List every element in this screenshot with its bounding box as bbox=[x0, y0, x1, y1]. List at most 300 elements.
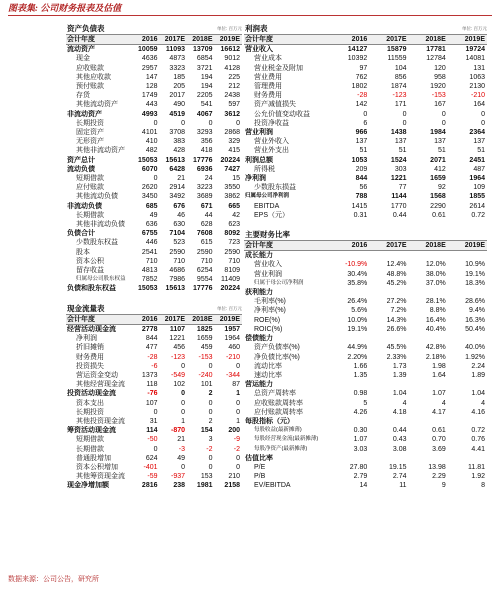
cell-value: 4.17 bbox=[432, 408, 446, 416]
cell-value: 676 bbox=[173, 202, 185, 210]
cell-value: 27.2% bbox=[386, 298, 407, 306]
cell-value: 0 bbox=[208, 362, 213, 370]
cell-value: 2.79 bbox=[353, 473, 368, 481]
row-label: 股本 bbox=[76, 248, 90, 256]
cell-value: 490 bbox=[173, 101, 185, 109]
row-label: 资产负债率(%) bbox=[254, 344, 300, 352]
cell-value: 0.44 bbox=[392, 427, 407, 435]
cell-value: 1415 bbox=[351, 202, 368, 210]
cell-value: 1.92 bbox=[471, 473, 485, 481]
row-label: 估值比率 bbox=[245, 454, 273, 462]
cell-value bbox=[409, 334, 448, 343]
cell-value: 1524 bbox=[390, 156, 407, 164]
cell-value: 412 bbox=[434, 165, 446, 173]
cell-value: 20224 bbox=[220, 156, 240, 164]
cell-value: -210 bbox=[225, 353, 240, 361]
cell-value: 153 bbox=[200, 473, 213, 481]
cell-value: 50.4% bbox=[465, 325, 485, 333]
cell-value: 128 bbox=[145, 83, 158, 91]
cell-value: 7104 bbox=[169, 230, 185, 238]
cell-value: 200 bbox=[228, 427, 240, 435]
row-label: 应付账款 bbox=[76, 184, 104, 192]
cell-value: 428 bbox=[173, 147, 185, 155]
table-row bbox=[244, 481, 487, 490]
cell-value: 6 bbox=[363, 119, 368, 127]
row-label: 归属母公司股东权益 bbox=[76, 276, 126, 283]
table-row bbox=[244, 316, 487, 325]
cell-value: 28.6% bbox=[465, 298, 485, 306]
row-label: EPS（元） bbox=[254, 211, 290, 219]
cell-value: 14 bbox=[359, 482, 368, 490]
cell-value: 1144 bbox=[391, 193, 407, 201]
column-header-row bbox=[244, 241, 487, 251]
cell-value bbox=[369, 417, 408, 426]
cell-value: -2 bbox=[206, 445, 213, 453]
cell-value: 630 bbox=[173, 221, 185, 229]
cell-value: 0 bbox=[236, 454, 240, 462]
cell-value: 710 bbox=[173, 257, 185, 265]
year-header: 2019E bbox=[448, 241, 487, 251]
cell-value: 0 bbox=[181, 362, 185, 370]
cell-value: 2.29 bbox=[432, 473, 446, 481]
cell-value: 4128 bbox=[224, 64, 240, 72]
table-row bbox=[244, 270, 487, 279]
cell-value: 1 bbox=[181, 417, 185, 425]
cell-value: 0 bbox=[181, 408, 185, 416]
cell-value: 2158 bbox=[224, 482, 240, 490]
cell-value: 0 bbox=[236, 362, 240, 370]
cell-value: 443 bbox=[145, 101, 158, 109]
year-header: 2019E bbox=[215, 314, 243, 324]
section-title-row bbox=[66, 304, 242, 315]
row-label: 投资活动现金流 bbox=[67, 390, 116, 398]
table-row bbox=[66, 266, 242, 275]
cell-value: 15053 bbox=[138, 156, 158, 164]
cell-value: 2590 bbox=[224, 248, 240, 256]
cell-value: 5 bbox=[363, 399, 368, 407]
row-label: P/E bbox=[254, 463, 266, 471]
row-label: 其他流动资产 bbox=[76, 101, 118, 109]
cell-value: 4993 bbox=[141, 110, 158, 118]
cell-value: 137 bbox=[394, 138, 407, 146]
cell-value: 2868 bbox=[224, 129, 240, 137]
cell-value: 0.76 bbox=[471, 436, 485, 444]
year-header: 2018E bbox=[409, 35, 448, 45]
cell-value bbox=[409, 251, 448, 261]
cell-value: 2 bbox=[208, 417, 213, 425]
year-header: 2016 bbox=[330, 35, 369, 45]
section-title-row bbox=[244, 24, 487, 35]
cell-value: 1.98 bbox=[432, 362, 446, 370]
cell-value: 3223 bbox=[196, 184, 213, 192]
cell-value: 21 bbox=[177, 175, 185, 183]
cell-value: 45.2% bbox=[386, 279, 407, 287]
cell-value: 4813 bbox=[141, 267, 158, 275]
cell-value: 2290 bbox=[430, 202, 446, 210]
cell-value: -3 bbox=[178, 445, 185, 453]
row-label: 资产总计 bbox=[67, 156, 95, 164]
cell-value bbox=[448, 380, 487, 389]
row-label: 营业利润 bbox=[254, 270, 282, 278]
table-row bbox=[66, 137, 242, 146]
row-label: 营运能力 bbox=[245, 381, 273, 389]
cell-value: -937 bbox=[170, 473, 185, 481]
cell-value: 10392 bbox=[347, 55, 368, 63]
cell-value bbox=[409, 417, 448, 426]
cell-value: 2017 bbox=[169, 92, 185, 100]
cell-value: 628 bbox=[200, 221, 213, 229]
cell-value: 623 bbox=[228, 221, 240, 229]
cell-value bbox=[448, 454, 487, 463]
unit-label: 单位: 百万元 bbox=[216, 305, 242, 311]
cell-value: 0 bbox=[208, 119, 213, 127]
row-label: 普通股增加 bbox=[76, 454, 111, 462]
cell-value: 2451 bbox=[469, 156, 485, 164]
row-label: 其他流动负债 bbox=[76, 193, 118, 201]
cell-value: 0.70 bbox=[432, 436, 446, 444]
table-row bbox=[66, 45, 242, 55]
cell-value: -28 bbox=[357, 92, 368, 100]
cell-value: 2071 bbox=[430, 156, 446, 164]
year-header: 2017E bbox=[369, 35, 408, 45]
cell-value: 49 bbox=[149, 211, 158, 219]
table-row bbox=[66, 183, 242, 192]
cell-value: 7427 bbox=[224, 165, 240, 173]
cell-value: 0 bbox=[236, 119, 240, 127]
table-row bbox=[244, 110, 487, 119]
cell-value: 636 bbox=[145, 221, 158, 229]
cell-value: 1874 bbox=[390, 83, 407, 91]
cell-value: 2438 bbox=[224, 92, 240, 100]
cell-value: 4 bbox=[402, 399, 407, 407]
cell-value: 2778 bbox=[141, 325, 158, 333]
cell-value: 4636 bbox=[141, 55, 158, 63]
table-row bbox=[66, 64, 242, 73]
cell-value: 15053 bbox=[138, 285, 158, 293]
cell-value: 3293 bbox=[196, 129, 213, 137]
cell-value bbox=[369, 454, 408, 463]
cell-value: 1.07 bbox=[432, 390, 446, 398]
table-row bbox=[244, 380, 487, 389]
right-column bbox=[244, 24, 487, 491]
cell-value: 0 bbox=[236, 408, 240, 416]
cell-value: 788 bbox=[355, 193, 368, 201]
cell-value: 48.8% bbox=[386, 270, 407, 278]
row-label: 筹资活动现金流 bbox=[67, 427, 116, 435]
cell-value: 762 bbox=[355, 73, 368, 81]
cell-value bbox=[369, 288, 408, 297]
cell-value bbox=[409, 288, 448, 297]
table-row bbox=[66, 324, 242, 334]
table-row bbox=[244, 306, 487, 315]
cell-value: 209 bbox=[355, 165, 368, 173]
cell-value: 6428 bbox=[169, 165, 185, 173]
cell-value: 966 bbox=[355, 129, 368, 137]
cell-value: 356 bbox=[200, 138, 213, 146]
report-header: 图表集: 公司财务报表及估值 bbox=[8, 2, 492, 16]
cell-value: 12.4% bbox=[386, 261, 407, 269]
cell-value: 19.1% bbox=[347, 325, 368, 333]
row-label: 财务费用 bbox=[254, 92, 282, 100]
table-row bbox=[66, 435, 242, 444]
cell-value: 19.1% bbox=[465, 270, 485, 278]
cell-value: 101 bbox=[200, 381, 213, 389]
cell-value: 4 bbox=[481, 399, 485, 407]
row-label: 应收账款 bbox=[76, 64, 104, 72]
row-label: 流动资产 bbox=[67, 46, 95, 54]
cell-value: 3323 bbox=[169, 64, 185, 72]
cell-value: -344 bbox=[225, 371, 240, 379]
cell-value: 844 bbox=[355, 175, 368, 183]
cell-value: 142 bbox=[355, 101, 368, 109]
row-label: 营业成本 bbox=[254, 55, 282, 63]
row-label: 管理费用 bbox=[254, 83, 282, 91]
cell-value: 4101 bbox=[141, 129, 158, 137]
table-row bbox=[244, 100, 487, 109]
cell-value: 2.24 bbox=[471, 362, 485, 370]
cell-value: 212 bbox=[228, 83, 240, 91]
table-row bbox=[244, 192, 487, 201]
cell-value: 238 bbox=[173, 482, 185, 490]
cell-value: 2914 bbox=[169, 184, 185, 192]
table-row bbox=[66, 399, 242, 408]
cell-value: 1107 bbox=[169, 325, 185, 333]
cell-value: 487 bbox=[473, 165, 485, 173]
cell-value: 21 bbox=[177, 436, 185, 444]
row-label: 获利能力 bbox=[245, 289, 273, 297]
cell-value: 3492 bbox=[169, 193, 185, 201]
row-label: 留存收益 bbox=[76, 267, 104, 275]
cell-value: 164 bbox=[473, 101, 485, 109]
row-label: 长期借款 bbox=[76, 211, 104, 219]
cell-value: 18.3% bbox=[465, 279, 485, 287]
cell-value: 0.30 bbox=[353, 427, 368, 435]
cell-value: 8109 bbox=[224, 267, 240, 275]
cell-value: 2.33% bbox=[386, 353, 407, 361]
cell-value: 2541 bbox=[141, 248, 158, 256]
cell-value: 3612 bbox=[224, 110, 240, 118]
cell-value: 7852 bbox=[141, 276, 158, 284]
cell-value: 87 bbox=[232, 381, 240, 389]
cell-value: 1957 bbox=[224, 325, 240, 333]
row-label: 营业费用 bbox=[254, 73, 282, 81]
table-row bbox=[244, 251, 487, 261]
cell-value bbox=[369, 251, 408, 261]
cell-value: 51 bbox=[477, 147, 485, 155]
cell-value: -6 bbox=[151, 362, 158, 370]
table-row bbox=[244, 435, 487, 444]
row-label: 非流动资产 bbox=[67, 110, 102, 118]
cell-value: 383 bbox=[173, 138, 185, 146]
cell-value: 4067 bbox=[196, 110, 213, 118]
row-label: 净利润 bbox=[76, 335, 97, 343]
cell-value: 131 bbox=[473, 64, 485, 72]
cell-value: 723 bbox=[228, 239, 240, 247]
table-row bbox=[244, 165, 487, 174]
table-row bbox=[244, 211, 487, 220]
row-label: 长期投资 bbox=[76, 119, 104, 127]
table-row bbox=[244, 399, 487, 408]
cell-value: -210 bbox=[470, 92, 485, 100]
cell-value: 2.74 bbox=[392, 473, 407, 481]
cell-value: 147 bbox=[145, 73, 158, 81]
cell-value: 0 bbox=[208, 463, 213, 471]
cell-value: 3.03 bbox=[353, 445, 368, 453]
cell-value: 1221 bbox=[390, 175, 407, 183]
cell-value bbox=[330, 288, 369, 297]
fiscal-year-header: 会计年度 bbox=[244, 35, 330, 45]
cell-value: 1920 bbox=[430, 83, 446, 91]
cell-value: 7.2% bbox=[390, 307, 407, 315]
table-row bbox=[66, 91, 242, 100]
table-row bbox=[244, 334, 487, 343]
table-row bbox=[244, 183, 487, 192]
cell-value: 11 bbox=[399, 482, 407, 490]
row-label: 折旧摊销 bbox=[76, 344, 104, 352]
row-label: 负债和股东权益 bbox=[67, 285, 116, 293]
cell-value: 12.0% bbox=[425, 261, 446, 269]
row-label: 短期借款 bbox=[76, 175, 104, 183]
row-label: 少数股东权益 bbox=[76, 239, 118, 247]
year-header: 2016 bbox=[132, 314, 160, 324]
cell-value: -10.9% bbox=[345, 261, 368, 269]
cell-value: 6755 bbox=[141, 230, 158, 238]
cell-value: 15613 bbox=[165, 285, 185, 293]
section-title: 利润表 bbox=[245, 24, 268, 33]
cell-value: 671 bbox=[200, 202, 213, 210]
row-label: 利润总额 bbox=[245, 156, 273, 164]
cell-value: 459 bbox=[200, 344, 213, 352]
cell-value: 0 bbox=[181, 119, 185, 127]
row-label: 存货 bbox=[76, 92, 90, 100]
cell-value: 15613 bbox=[165, 156, 185, 164]
cell-value: 1.07 bbox=[353, 436, 368, 444]
cell-value: 4.16 bbox=[471, 408, 485, 416]
cell-value bbox=[409, 454, 448, 463]
cell-value: 3 bbox=[208, 436, 213, 444]
cell-value: 14.3% bbox=[386, 316, 407, 324]
cell-value: 9.4% bbox=[469, 307, 485, 315]
income-statement-table bbox=[244, 24, 487, 220]
cell-value: 710 bbox=[228, 257, 240, 265]
cell-value: 0.43 bbox=[392, 436, 407, 444]
cell-value: 4.41 bbox=[471, 445, 485, 453]
row-label: 每股收益(最新摊薄) bbox=[254, 427, 302, 434]
table-row bbox=[244, 408, 487, 417]
year-header: 2016 bbox=[330, 241, 369, 251]
cell-value: 16.4% bbox=[425, 316, 446, 324]
cell-value: 1984 bbox=[430, 129, 446, 137]
cell-value: 13709 bbox=[193, 46, 213, 54]
table-row bbox=[244, 288, 487, 297]
row-label: 成长能力 bbox=[245, 252, 273, 260]
table-row bbox=[244, 454, 487, 463]
row-label: 净利润 bbox=[245, 175, 266, 183]
cell-value: 10059 bbox=[138, 46, 158, 54]
cell-value: 3450 bbox=[141, 193, 158, 201]
cell-value: 856 bbox=[394, 73, 407, 81]
cell-value: 446 bbox=[145, 239, 158, 247]
cell-value: 1749 bbox=[141, 92, 158, 100]
cell-value: 2 bbox=[208, 390, 213, 398]
cell-value: 17776 bbox=[193, 285, 213, 293]
cell-value: 0.44 bbox=[392, 211, 407, 219]
cell-value: 2957 bbox=[141, 64, 158, 72]
table-row bbox=[244, 156, 487, 165]
cell-value: 0 bbox=[402, 119, 407, 127]
cell-value: 8 bbox=[481, 482, 485, 490]
row-label: 流动比率 bbox=[254, 362, 282, 370]
year-header: 2016 bbox=[132, 35, 160, 45]
row-label: 营业外收入 bbox=[254, 138, 289, 146]
cell-value: 0 bbox=[181, 390, 185, 398]
cell-value: 2.20% bbox=[347, 353, 368, 361]
row-label: 投资损失 bbox=[76, 362, 104, 370]
table-row bbox=[66, 174, 242, 183]
year-header: 2018E bbox=[187, 314, 215, 324]
cell-value: 1.39 bbox=[392, 371, 407, 379]
cell-value: 19.15 bbox=[388, 463, 407, 471]
cell-value: 15 bbox=[232, 175, 240, 183]
row-label: 归属母公司净利润 bbox=[245, 193, 290, 200]
cell-value: 1.66 bbox=[353, 362, 368, 370]
cell-value: 4519 bbox=[169, 110, 185, 118]
cell-value: 11409 bbox=[221, 276, 240, 284]
table-row bbox=[66, 238, 242, 247]
cell-value: 303 bbox=[394, 165, 407, 173]
table-row bbox=[66, 371, 242, 380]
cell-value: 415 bbox=[228, 147, 240, 155]
table-row bbox=[244, 260, 487, 269]
cell-value: 0.72 bbox=[471, 427, 485, 435]
cell-value: 49 bbox=[177, 454, 185, 462]
cell-value: 17776 bbox=[193, 156, 213, 164]
table-row bbox=[244, 45, 487, 55]
cash-flow-table bbox=[66, 304, 242, 491]
cell-value: 2620 bbox=[141, 184, 158, 192]
row-label: 营业税金及附加 bbox=[254, 64, 303, 72]
cell-value: 710 bbox=[145, 257, 158, 265]
cell-value: 0 bbox=[481, 119, 485, 127]
row-label: 营业外支出 bbox=[254, 147, 289, 155]
table-row bbox=[244, 445, 487, 454]
cell-value: 0.98 bbox=[353, 390, 368, 398]
cell-value: 3689 bbox=[196, 193, 213, 201]
row-label: 短期借款 bbox=[76, 436, 104, 444]
cell-value: 14081 bbox=[465, 55, 485, 63]
table-row bbox=[66, 54, 242, 63]
row-label: 资产减值损失 bbox=[254, 101, 296, 109]
cell-value: 4.18 bbox=[392, 408, 407, 416]
row-label: 预付账款 bbox=[76, 83, 104, 91]
section-title: 资产负债表 bbox=[67, 24, 105, 33]
cell-value: 194 bbox=[200, 73, 213, 81]
row-label: 其他非流动资产 bbox=[76, 147, 125, 155]
cell-value: 109 bbox=[473, 184, 485, 192]
cell-value: 0.72 bbox=[471, 211, 485, 219]
cell-value: 56 bbox=[359, 184, 368, 192]
table-row bbox=[244, 174, 487, 183]
cell-value: 30.4% bbox=[347, 270, 368, 278]
cell-value: 6936 bbox=[196, 165, 213, 173]
row-label: ROIC(%) bbox=[254, 325, 283, 333]
table-row bbox=[244, 417, 487, 426]
table-row bbox=[244, 371, 487, 380]
cell-value: 12784 bbox=[426, 55, 446, 63]
section-title-row bbox=[66, 24, 242, 35]
table-row bbox=[66, 426, 242, 435]
cell-value: 1855 bbox=[469, 193, 485, 201]
